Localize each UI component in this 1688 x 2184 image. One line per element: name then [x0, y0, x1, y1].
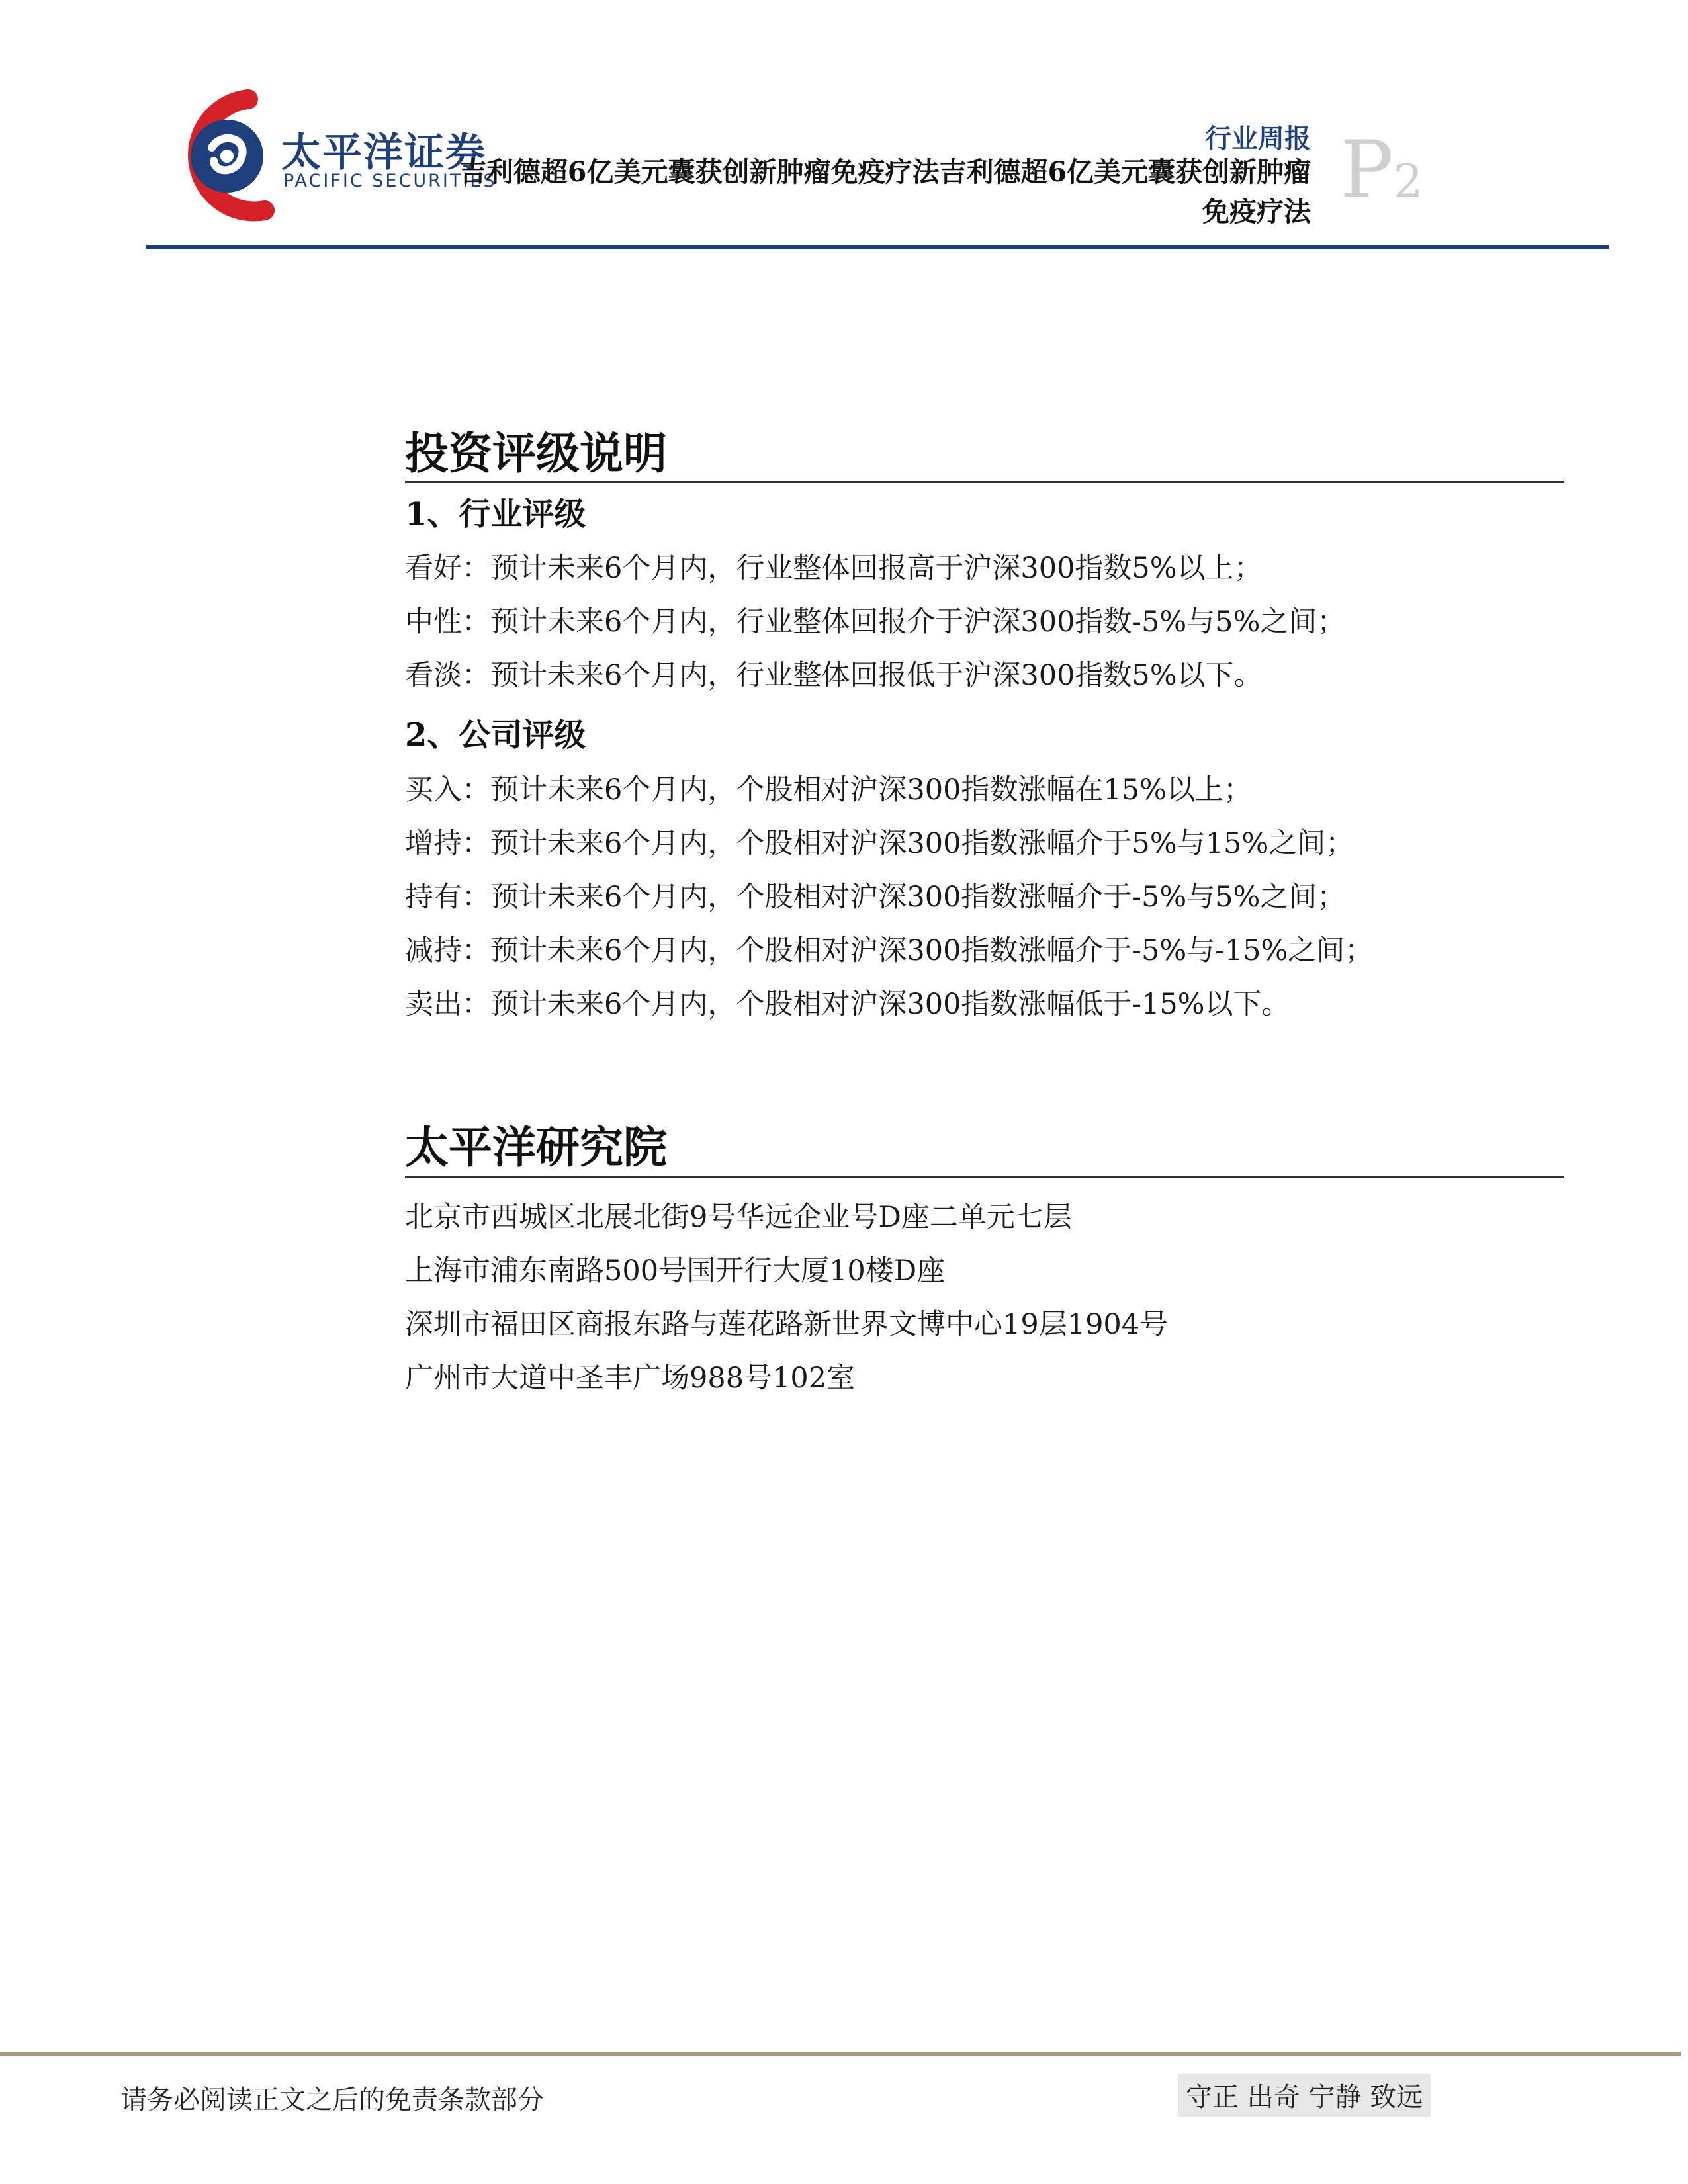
industry-rating-line: 中性：预计未来6个月内，行业整体回报介于沪深300指数-5%与5%之间；: [405, 605, 1346, 638]
rating-heading-rule: [405, 481, 1564, 483]
header-title: 吉利德超6亿美元囊获创新肿瘤免疫疗法吉利德超6亿美元囊获创新肿瘤免疫疗法: [459, 156, 1311, 228]
company-rating-heading: 2、公司评级: [405, 717, 586, 754]
report-type: 行业周报: [1205, 123, 1311, 154]
institute-heading-rule: [405, 1176, 1564, 1178]
page-letter: P: [1340, 124, 1394, 216]
institute-address: 深圳市福田区商报东路与莲花路新世界文博中心19层1904号: [405, 1308, 1169, 1341]
institute-address: 上海市浦东南路500号国开行大厦10楼D座: [405, 1254, 946, 1288]
institute-address: 北京市西城区北展北街9号华远企业号D座二单元七层: [405, 1201, 1072, 1234]
company-rating-line: 买入：预计未来6个月内，个股相对沪深300指数涨幅在15%以上；: [405, 773, 1253, 807]
footer-motto: 守正 出奇 宁静 致远: [1178, 2074, 1431, 2117]
page-number: [1340, 124, 1423, 216]
company-rating-line: 卖出：预计未来6个月内，个股相对沪深300指数涨幅低于-15%以下。: [405, 988, 1290, 1021]
logo-english-name: PACIFIC SECURITIES: [283, 171, 497, 191]
page-digit: 2: [1393, 154, 1423, 208]
footer-disclaimer: 请务必阅读正文之后的免责条款部分: [120, 2085, 544, 2115]
footer-divider: [0, 2052, 1681, 2056]
institute-address: 广州市大道中圣丰广场988号102室: [405, 1362, 856, 1395]
industry-rating-heading: 1、行业评级: [405, 496, 586, 533]
logo-chinese-name: 太平洋证券: [281, 130, 486, 176]
industry-rating-line: 看好：预计未来6个月内，行业整体回报高于沪深300指数5%以上；: [405, 552, 1263, 585]
industry-rating-line: 看淡：预计未来6个月内，行业整体回报低于沪深300指数5%以下。: [405, 659, 1263, 692]
rating-heading: 投资评级说明: [405, 427, 667, 479]
company-rating-line: 持有：预计未来6个月内，个股相对沪深300指数涨幅介于-5%与5%之间；: [405, 881, 1346, 914]
header-divider: [146, 245, 1609, 249]
company-rating-line: 增持：预计未来6个月内，个股相对沪深300指数涨幅介于5%与15%之间；: [405, 827, 1355, 860]
company-rating-line: 减持：预计未来6个月内，个股相对沪深300指数涨幅介于-5%与-15%之间；: [405, 934, 1374, 967]
institute-heading: 太平洋研究院: [405, 1121, 667, 1173]
